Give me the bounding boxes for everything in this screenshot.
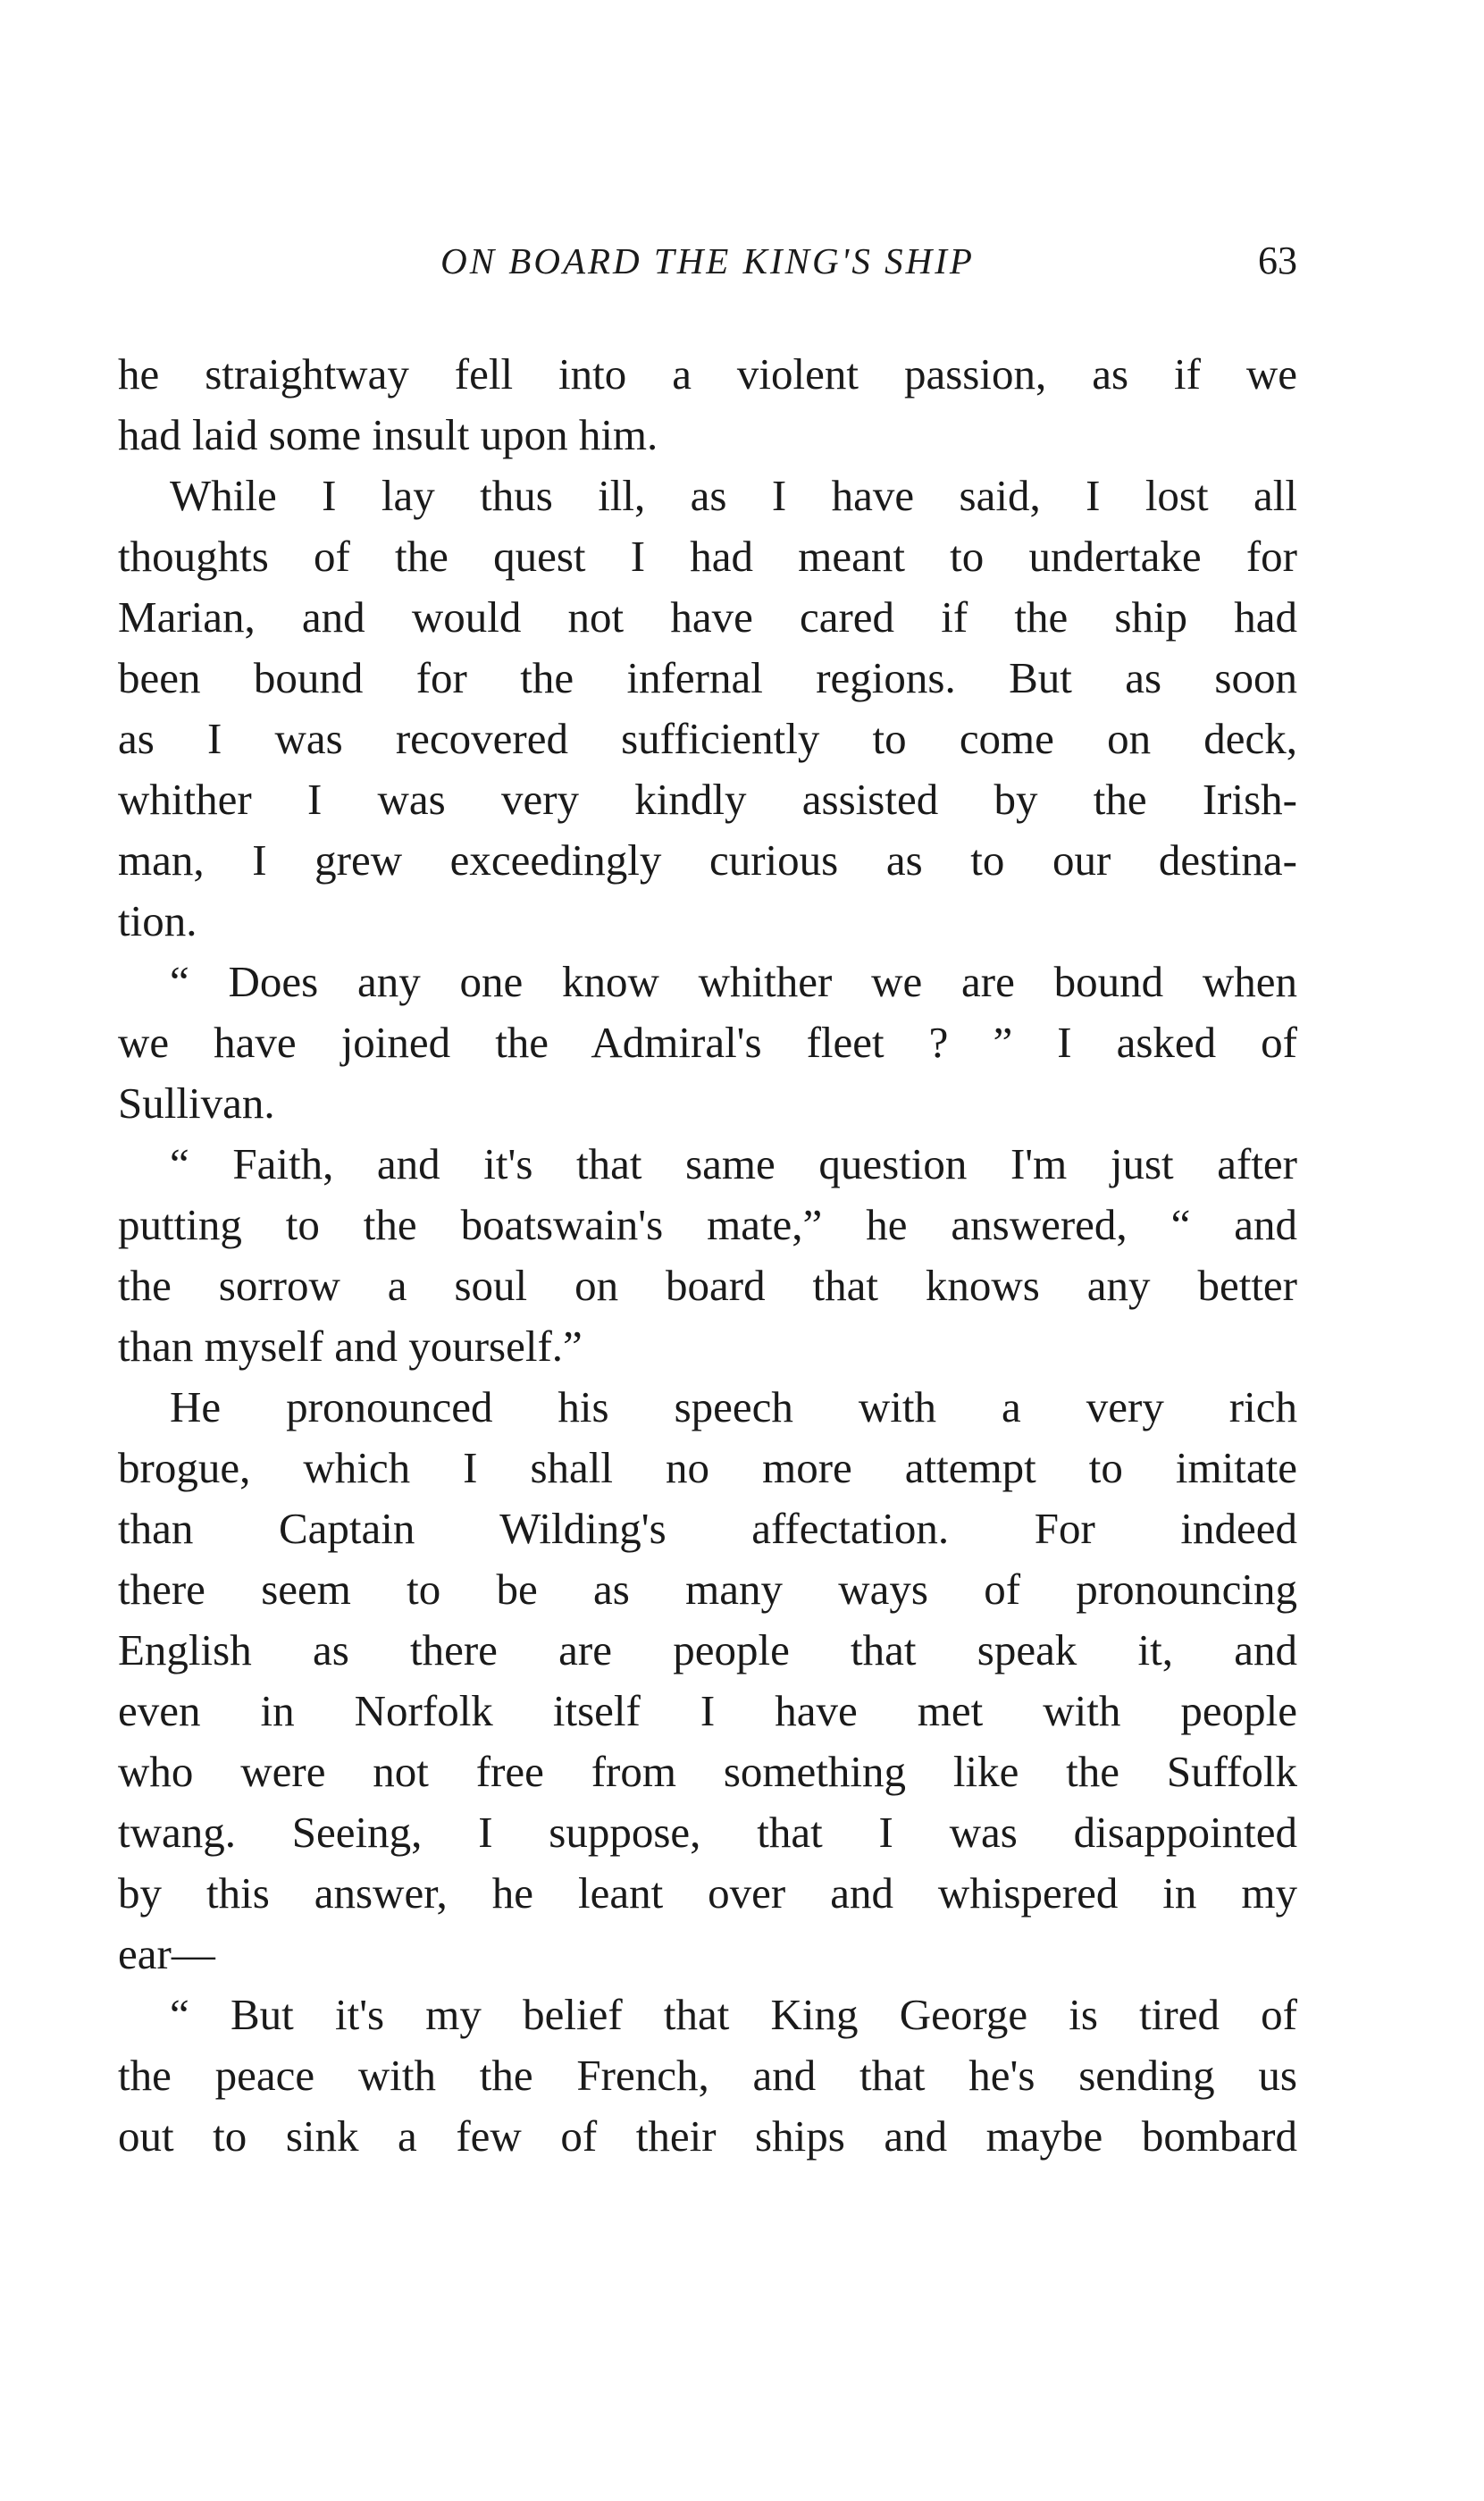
text-line: he straightway fell into a violent passion, as if we: [118, 349, 1297, 399]
text-line: as I was recovered sufficiently to come on deck,: [118, 714, 1297, 763]
text-line: by this answer, he leant over and whispered in my: [118, 1868, 1297, 1918]
text-line: we have joined the Admiral's fleet ? ” I asked of: [118, 1018, 1297, 1067]
text-line: English as there are people that speak it, and: [118, 1625, 1297, 1674]
text-line: had laid some insult upon him.: [118, 410, 658, 459]
text-line: Sullivan.: [118, 1078, 275, 1128]
text-line: there seem to be as many ways of pronouncing: [118, 1565, 1297, 1614]
text-line: Marian, and would not have cared if the ship had: [118, 592, 1297, 642]
text-line: brogue, which I shall no more attempt to imitate: [118, 1443, 1297, 1492]
text-line: whither I was very kindly assisted by the Irish-: [118, 775, 1297, 824]
running-title: ON BOARD THE KING'S SHIP: [440, 240, 975, 281]
running-head: [118, 234, 1297, 288]
text-line: twang. Seeing, I suppose, that I was disappointed: [118, 1808, 1297, 1857]
text-line: the peace with the French, and that he's sending us: [118, 2051, 1297, 2100]
text-line: putting to the boatswain's mate,” he answered, “ and: [118, 1200, 1297, 1249]
text-line: “ Does any one know whither we are bound when: [170, 957, 1297, 1006]
body-text: [118, 344, 1297, 2167]
text-line: He pronounced his speech with a very rich: [170, 1382, 1297, 1431]
text-line: tion.: [118, 896, 197, 945]
text-line: than Captain Wilding's affectation. For indeed: [118, 1504, 1297, 1553]
text-line: the sorrow a soul on board that knows any better: [118, 1261, 1297, 1310]
text-line: who were not free from something like the Suffolk: [118, 1747, 1297, 1796]
text-line: “ But it's my belief that King George is tired of: [170, 1990, 1297, 2039]
text-line: man, I grew exceedingly curious as to our destina-: [118, 835, 1297, 885]
text-line: even in Norfolk itself I have met with people: [118, 1686, 1297, 1735]
text-line: While I lay thus ill, as I have said, I lost all: [170, 471, 1297, 520]
text-line: out to sink a few of their ships and maybe bombard: [118, 2111, 1297, 2161]
text-line: “ Faith, and it's that same question I'm just after: [170, 1139, 1297, 1188]
page-number: 63: [1258, 239, 1297, 282]
text-line: been bound for the infernal regions. But as soon: [118, 653, 1297, 702]
text-line: thoughts of the quest I had meant to undertake for: [118, 532, 1297, 581]
text-line: ear—: [118, 1929, 215, 1978]
text-line: than myself and yourself.”: [118, 1322, 583, 1371]
